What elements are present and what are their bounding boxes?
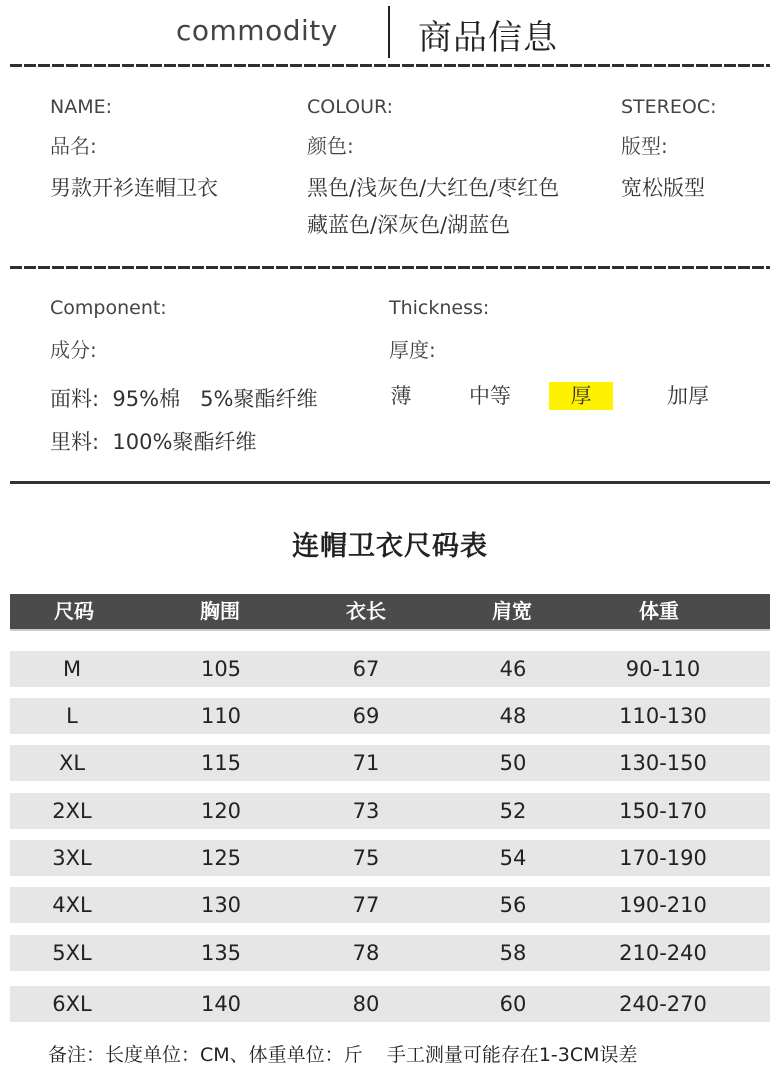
weight-cell: 110-130 — [619, 704, 707, 728]
table-row — [10, 840, 770, 876]
size-chart-title: 连帽卫衣尺码表 — [292, 531, 488, 562]
size-table-header — [10, 594, 770, 631]
length-cell: 80 — [352, 992, 380, 1016]
weight-cell: 240-270 — [619, 992, 707, 1016]
divider-middle — [10, 266, 770, 269]
size-cell: L — [66, 704, 78, 728]
size-cell: 4XL — [52, 893, 92, 917]
colour-value-line1: 黑色/浅灰色/大红色/枣红色 — [307, 176, 560, 200]
size-cell: XL — [58, 751, 86, 775]
chest-cell: 105 — [200, 657, 242, 681]
thickness-label-cn: 厚度: — [389, 338, 436, 362]
size-note: 备注：长度单位：CM、体重单位：斤 手工测量可能存在1-3CM误差 — [48, 1044, 638, 1066]
weight-cell: 210-240 — [619, 941, 707, 965]
size-cell: 6XL — [52, 992, 92, 1016]
size-cell: 2XL — [52, 799, 92, 823]
colour-value-line2: 藏蓝色/深灰色/湖蓝色 — [307, 213, 511, 237]
length-cell: 67 — [352, 657, 380, 681]
weight-cell: 130-150 — [619, 751, 707, 775]
chest-cell: 120 — [200, 799, 242, 823]
column-header-chest: 胸围 — [200, 599, 240, 623]
colour-label-en: COLOUR: — [307, 96, 394, 118]
divider-bottom — [10, 481, 770, 484]
stereo-label-cn: 版型: — [621, 134, 668, 158]
thickness-option-thick-selected: 厚 — [549, 382, 613, 410]
shoulder-cell: 46 — [499, 657, 527, 681]
column-header-weight: 体重 — [639, 599, 679, 623]
weight-cell: 190-210 — [619, 893, 707, 917]
length-cell: 78 — [352, 941, 380, 965]
thickness-option-thin: 薄 — [390, 384, 412, 408]
table-row — [10, 698, 770, 734]
shoulder-cell: 56 — [499, 893, 527, 917]
table-row — [10, 935, 770, 971]
component-label-cn: 成分: — [50, 338, 97, 362]
chest-cell: 125 — [200, 846, 242, 870]
name-label-cn: 品名: — [50, 134, 97, 158]
weight-cell: 150-170 — [619, 799, 707, 823]
length-cell: 71 — [352, 751, 380, 775]
stereo-label-en: STEREOC: — [621, 96, 717, 118]
lining-value: 里料: 100%聚酯纤维 — [50, 430, 257, 454]
shoulder-cell: 50 — [499, 751, 527, 775]
table-row — [10, 651, 770, 687]
table-row — [10, 986, 770, 1022]
colour-label-cn: 颜色: — [307, 134, 354, 158]
size-cell: M — [62, 657, 82, 681]
length-cell: 77 — [352, 893, 380, 917]
shoulder-cell: 54 — [499, 846, 527, 870]
table-row — [10, 887, 770, 923]
thickness-option-medium: 中等 — [469, 384, 511, 408]
chest-cell: 115 — [200, 751, 242, 775]
length-cell: 75 — [352, 846, 380, 870]
chest-cell: 140 — [200, 992, 242, 1016]
header-title-cn: 商品信息 — [418, 18, 558, 58]
name-value: 男款开衫连帽卫衣 — [50, 176, 218, 200]
shoulder-cell: 58 — [499, 941, 527, 965]
column-header-length: 衣长 — [346, 599, 386, 623]
length-cell: 73 — [352, 799, 380, 823]
component-label-en: Component: — [50, 297, 167, 319]
chest-cell: 130 — [200, 893, 242, 917]
table-row — [10, 793, 770, 829]
shoulder-cell: 60 — [499, 992, 527, 1016]
weight-cell: 90-110 — [625, 657, 701, 681]
fabric-value: 面料: 95%棉 5%聚酯纤维 — [50, 387, 318, 411]
size-cell: 5XL — [52, 941, 92, 965]
size-cell: 3XL — [52, 846, 92, 870]
header-title-en: commodity — [176, 14, 338, 47]
chest-cell: 135 — [200, 941, 242, 965]
shoulder-cell: 52 — [499, 799, 527, 823]
table-row — [10, 745, 770, 781]
chest-cell: 110 — [200, 704, 242, 728]
name-label-en: NAME: — [50, 96, 113, 118]
stereo-value: 宽松版型 — [621, 176, 705, 200]
thickness-label-en: Thickness: — [389, 297, 490, 319]
column-header-size: 尺码 — [54, 599, 94, 623]
header-divider — [388, 6, 390, 58]
thickness-option-extra-thick: 加厚 — [667, 384, 709, 408]
weight-cell: 170-190 — [619, 846, 707, 870]
shoulder-cell: 48 — [499, 704, 527, 728]
divider-top — [10, 64, 770, 67]
length-cell: 69 — [352, 704, 380, 728]
column-header-shoulder: 肩宽 — [492, 599, 532, 623]
